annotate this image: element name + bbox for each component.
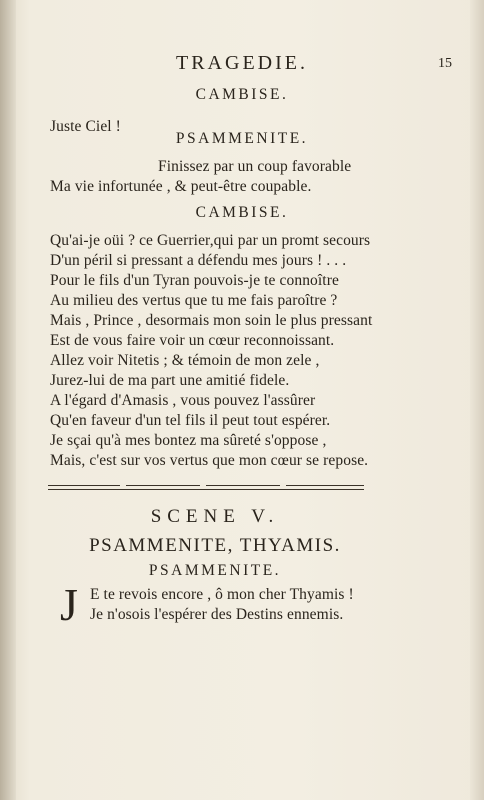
verse-line: E te revois encore , ô mon cher Thyamis !	[90, 586, 354, 603]
verse-line: Je n'osois l'espérer des Destins ennemis.	[90, 606, 344, 623]
scene-persons: PSAMMENITE, THYAMIS.	[89, 535, 341, 556]
verse-line: Jurez-lui de ma part une amitié fidele.	[50, 372, 290, 389]
verse-line: Allez voir Nitetis ; & témoin de mon zele ,	[50, 352, 320, 369]
verse-line: Qu'en faveur d'un tel fils il peut tout espérer.	[50, 412, 331, 429]
speaker-psammenite: PSAMMENITE.	[148, 562, 282, 579]
verse-line: Mais, c'est sur vos vertus que mon cœur se repose.	[50, 452, 369, 469]
verse-line: D'un péril si pressant a défendu mes jours ! . . .	[50, 252, 347, 269]
speaker-cambise: CAMBISE.	[195, 86, 289, 103]
page-gutter-shadow	[0, 0, 16, 800]
verse-line: Mais , Prince , desormais mon soin le plus pressant	[50, 312, 373, 329]
page-number: 15	[438, 56, 452, 71]
verse-line: A l'égard d'Amasis , vous pouvez l'assûrer	[50, 392, 316, 409]
running-head: TRAGEDIE.	[176, 52, 308, 74]
divider-ornament	[120, 483, 126, 489]
verse-line: Juste Ciel !	[50, 118, 121, 135]
speaker-psammenite: PSAMMENITE.	[175, 130, 309, 147]
verse-line: Pour le fils d'un Tyran pouvois-je te connoître	[50, 272, 339, 289]
verse-line: Je sçai qu'à mes bontez ma sûreté s'oppose ,	[50, 432, 327, 449]
verse-line: Au milieu des vertus que tu me fais paroître ?	[50, 292, 338, 309]
page-edge	[470, 0, 484, 800]
scene-title: SCENE V.	[150, 506, 280, 527]
divider-ornament	[200, 483, 206, 489]
speaker-cambise: CAMBISE.	[195, 204, 289, 221]
divider-ornament	[280, 483, 286, 489]
verse-line: Est de vous faire voir un cœur reconnoissant.	[50, 332, 335, 349]
drop-cap: J	[60, 579, 78, 630]
verse-line: Ma vie infortunée , & peut-être coupable.	[50, 178, 312, 195]
verse-line: Finissez par un coup favorable	[158, 158, 352, 175]
section-divider	[48, 485, 364, 490]
verse-line: Qu'ai-je oüi ? ce Guerrier,qui par un promt secours	[50, 232, 371, 249]
